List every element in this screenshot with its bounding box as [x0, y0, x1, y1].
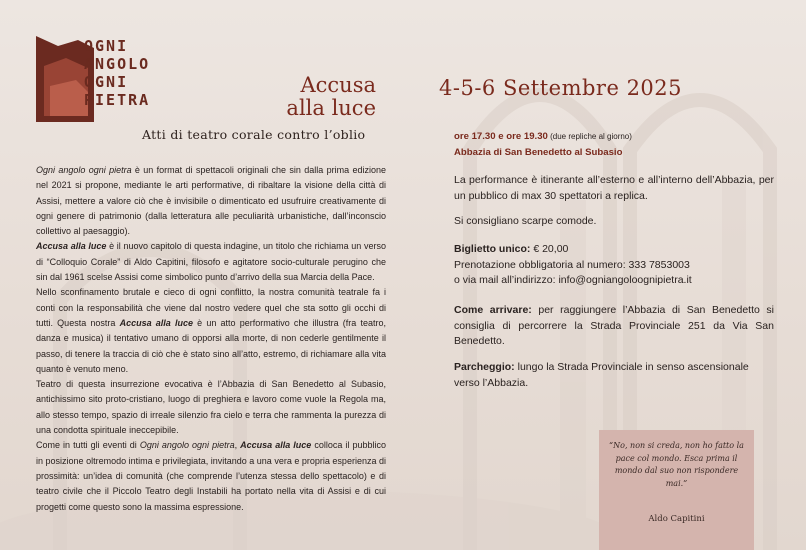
schedule-block — [454, 129, 774, 160]
showtimes-note: (due repliche al giorno) — [547, 132, 632, 141]
parking-label: Parcheggio: — [454, 361, 515, 373]
performance-info: La performance è itinerante all’esterno e all’interno dell’Abbazia, per un pubblico di max 30 spettatori a replica. — [454, 174, 774, 202]
quote-box — [599, 430, 754, 550]
logo-word: OGNI — [84, 37, 129, 55]
inline-text: è il nuovo capitolo di questa indagine, un titolo che richiama un verso di “Colloquio Corale” di Aldo Capitini, filosofo e agitatore socio-culturale perugino che sin dal 1961 scelse Assisi come simbolico punto d’arrivo della sua Marcia della Pace. — [36, 241, 387, 283]
paragraph — [36, 239, 386, 285]
venue-name: Abbazia di San Benedetto al Subasio — [454, 146, 623, 158]
directions-label: Come arrivare: — [454, 304, 532, 316]
showtimes: ore 17.30 e ore 19.30 — [454, 131, 548, 142]
logo-word: PIETRA — [84, 91, 151, 109]
festival-logo — [36, 36, 206, 124]
inline-text: Come in tutti gli eventi di — [36, 440, 140, 451]
description-text — [36, 163, 386, 515]
quote-text: “No, non si creda, non ho fatto la pace col mondo. Esca prima il mondo dal suo non rispondere mai.” — [609, 441, 744, 488]
parking-info — [454, 360, 774, 391]
paragraph — [36, 163, 386, 239]
inline-italic: Ogni angolo ogni pietra — [36, 165, 132, 175]
inline-bold-italic: Accusa alla luce — [119, 317, 193, 328]
inline-text: è un atto performativo che illustra (fra teatro, danza e musica) il tentativo umano di opporsi alla morte, di non cederle gentilmente il passo, di tenere la traccia di ciò che è stato sino all’atto, estremo, di richiamare alla vita quanto è venuto meno. — [36, 317, 386, 374]
inline-text: colloca il pubblico in posizione oltremodo intima e privilegiata, invitando a una vera e propria esperienza di prossimità: un’idea di comunità (che comprende l’utenza stessa dello spettacolo) e di teatro civile che il Piccolo Teatro degli Instabili ha portato nella vita di Assisi e di cui progetti come questo sono la massima espressione. — [36, 440, 387, 512]
shoes-advice: Si consigliano scarpe comode. — [454, 215, 597, 227]
paragraph — [36, 285, 386, 377]
inline-italic: Ogni angolo ogni pietra — [139, 440, 235, 451]
paragraph: Teatro di questa insurrezione evocativa è l’Abbazia di San Benedetto al Subasio, antichissimo sito proto-cristiano, luogo di preghiera e lavoro come vuole la Regola ma, allo stesso tempo, spazio di irreale silenzio fra cielo e terra che rammenta la purezza di una condotta spirituale ineccepibile. — [36, 379, 386, 436]
title-line: Accusa — [300, 73, 376, 97]
parking-text: lungo la Strada Provinciale in senso ascensionale verso l’Abbazia. — [454, 361, 749, 389]
inline-text: Nello sconfinamento brutale e cieco di ogni conflitto, la nostra comunità teatrale fa i conti con la responsabilità che viene dal nostro vedere quel che sta sotto gli occhi di tutti. Questa nostra — [36, 287, 386, 328]
ticket-price: € 20,00 — [530, 243, 569, 255]
logo-word: ANGOLO — [84, 55, 151, 73]
event-dates: 4-5-6 Settembre 2025 — [439, 76, 683, 100]
directions-text: per raggiungere l’Abbazia di San Benedetto si consiglia di percorrere la Strada Provinciale 251 da Via San Benedetto. — [454, 304, 775, 347]
ticket-label: Biglietto unico: — [454, 243, 531, 255]
ticket-info — [454, 242, 774, 289]
inline-text: è un format di spettacoli originali che sin dalla prima edizione nel 2021 si propone, mediante le arti performative, di ribaltare la visione della città di Assisi, mettere a valore ciò che è invisibile o dimenticato ed usufruire creativamente di ogni genere di patrimonio (dalla letteratura alle peculiarità urbanistiche, dall’inconscio collettivo al paesaggio). — [36, 165, 386, 237]
inline-text: , — [234, 440, 241, 451]
booking-phone: Prenotazione obbligatoria al numero: 333 7853003 — [454, 258, 690, 271]
inline-bold-italic: Accusa alla luce — [240, 440, 312, 451]
title-line: alla luce — [286, 96, 376, 120]
quote-author: Aldo Capitini — [648, 514, 705, 524]
show-subtitle: Atti di teatro corale contro l’oblio — [142, 127, 366, 142]
inline-bold-italic: Accusa alla luce — [36, 241, 107, 252]
booking-email: o via mail all’indirizzo: info@ogniangoloognipietra.it — [454, 274, 692, 286]
show-title — [258, 74, 376, 120]
paragraph — [36, 438, 386, 514]
logo-word: OGNI — [84, 73, 129, 91]
ticket-line — [454, 242, 774, 258]
directions-info — [454, 303, 774, 350]
